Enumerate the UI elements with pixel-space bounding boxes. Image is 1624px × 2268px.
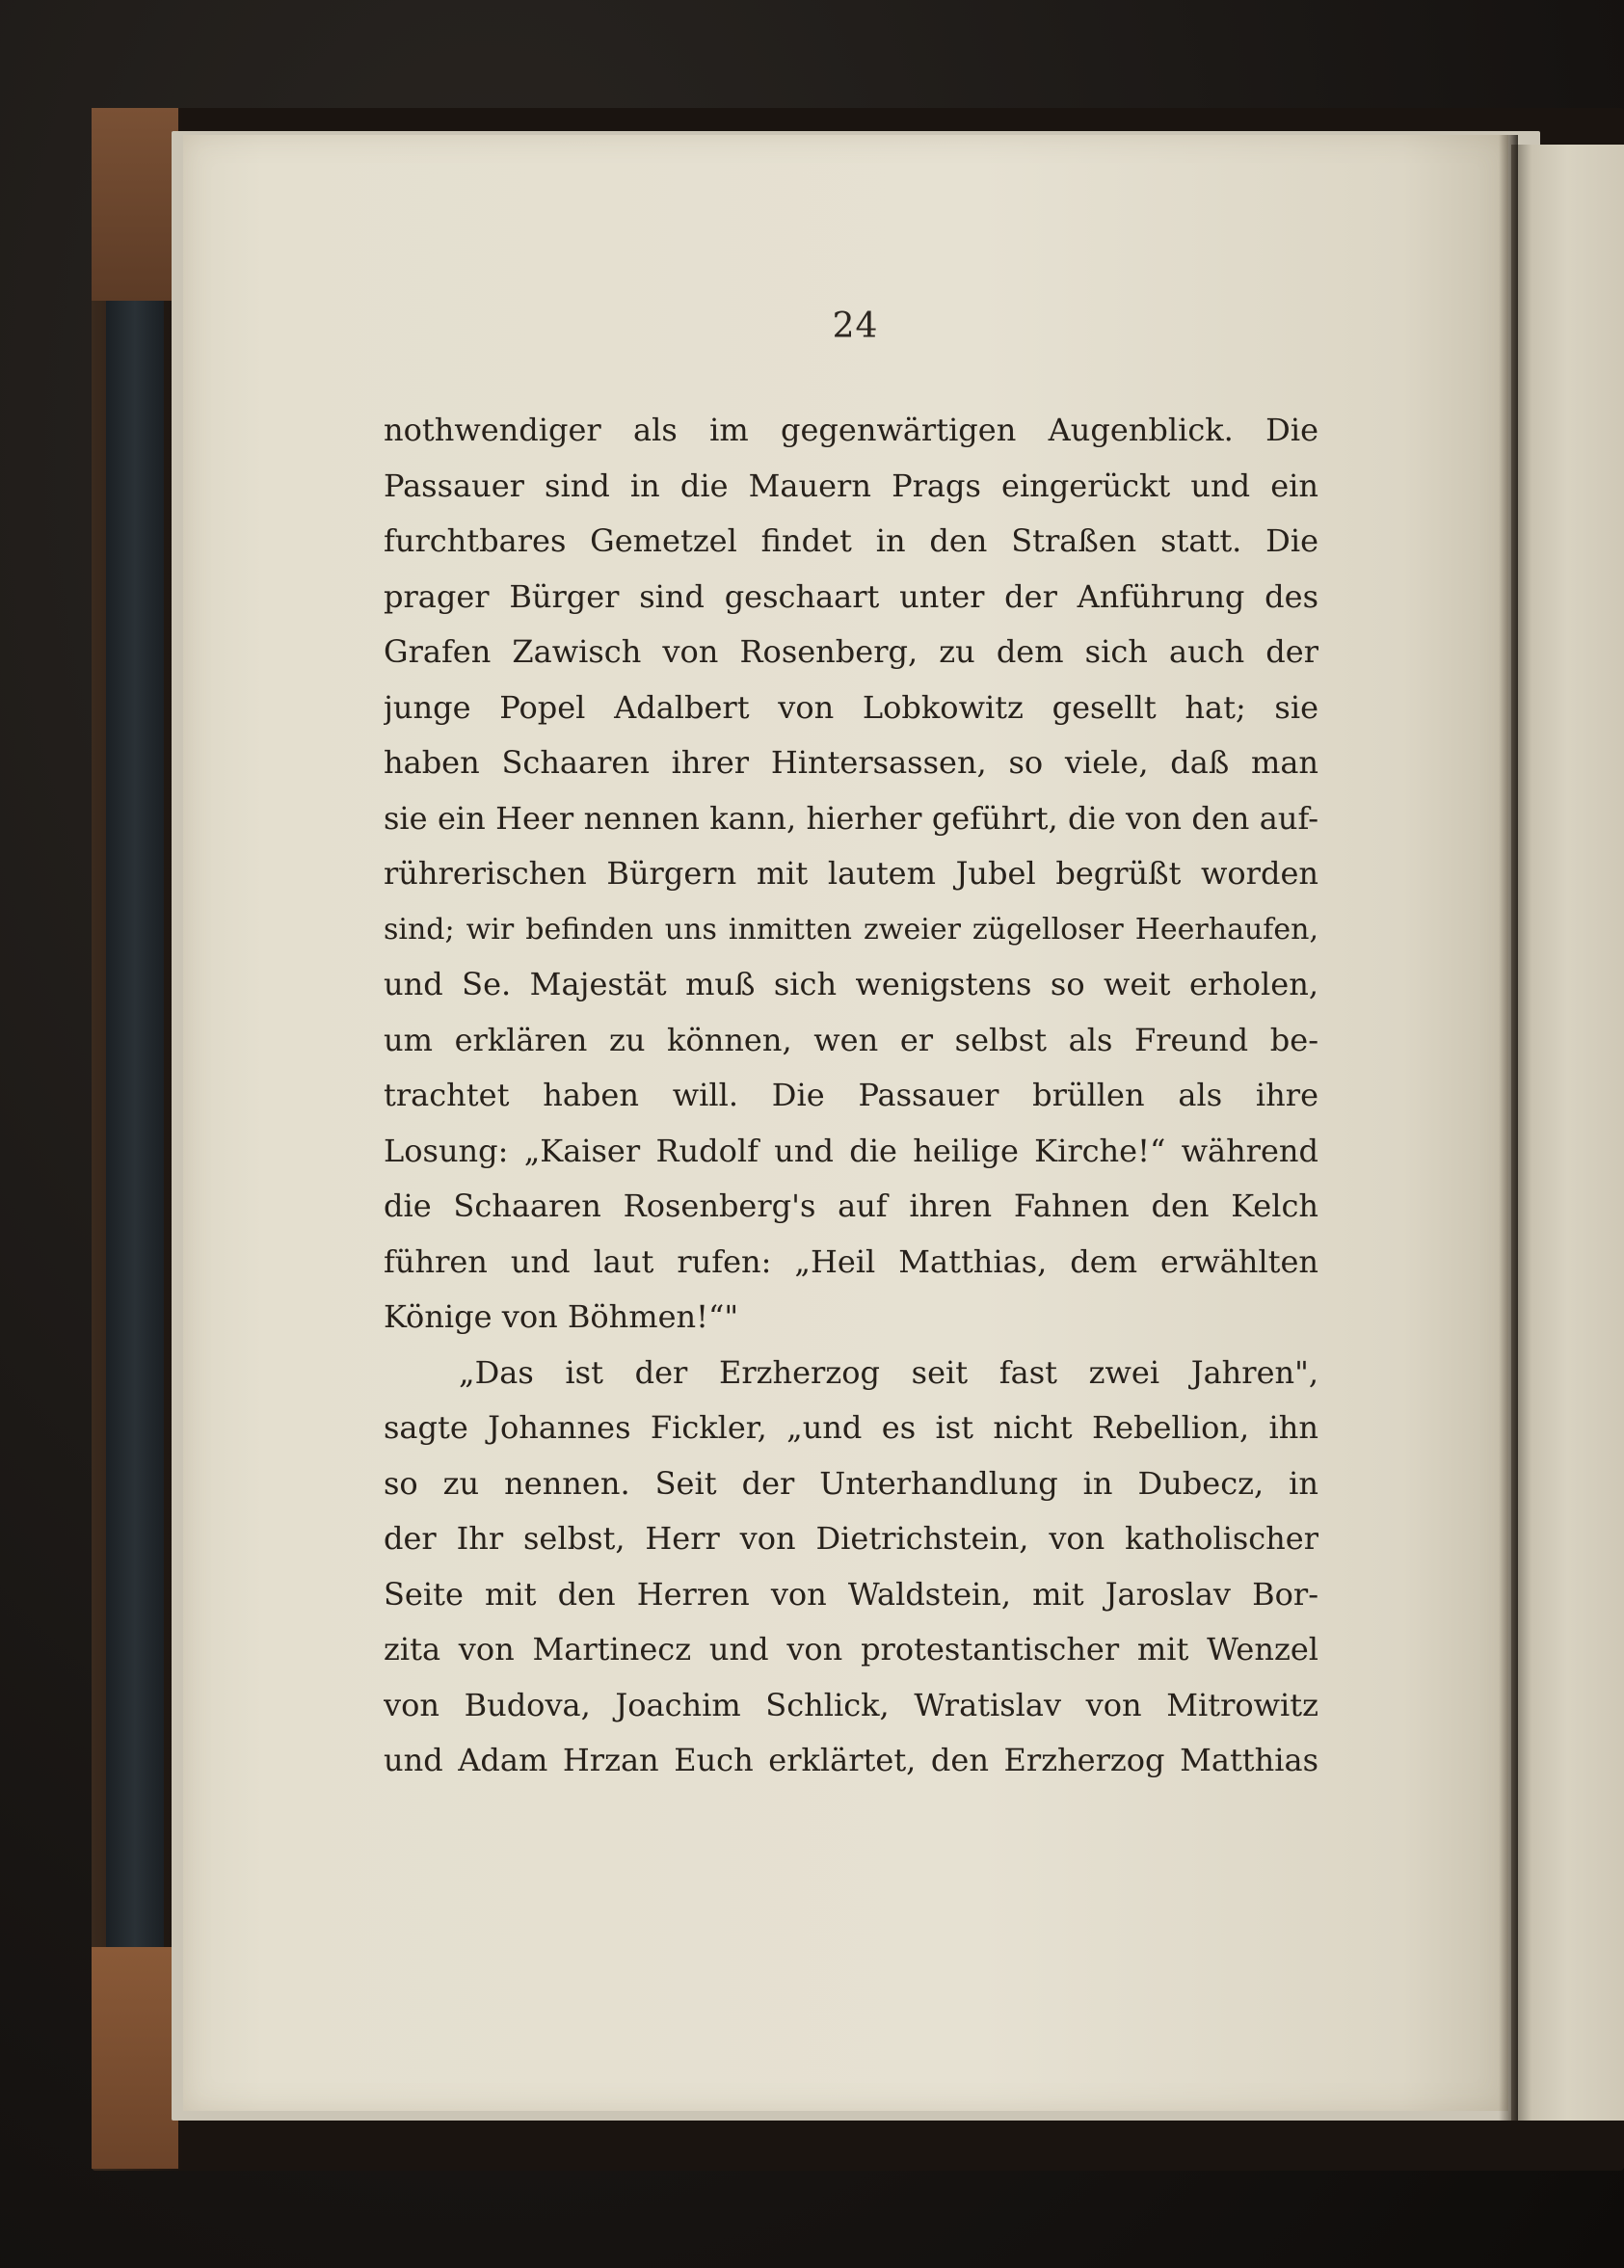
body-text [384, 403, 1318, 1789]
page-number: 24 [832, 307, 879, 346]
text-line: junge Popel Adalbert von Lobkowitz gesellt hat; sie [384, 688, 1318, 726]
text-line: Seite mit den Herren von Waldstein, mit Jaroslav Bor- [384, 1575, 1318, 1613]
text-line: sind; wir befinden uns inmitten zweier zügelloser Heerhaufen, [384, 912, 1318, 947]
text-line: trachtet haben will. Die Passauer brüllen als ihre [384, 1077, 1318, 1113]
text-line: furchtbares Gemetzel findet in den Straßen statt. Die [384, 522, 1318, 559]
page-gutter-shadow [1499, 135, 1518, 2121]
text-line: Passauer sind in die Mauern Prags eingerückt und ein [384, 467, 1318, 504]
text-line: „Das ist der Erzherzog seit fast zwei Jahren", [459, 1353, 1318, 1391]
text-line: rührerischen Bürgern mit lautem Jubel begrüßt worden [384, 855, 1318, 892]
text-line: nothwendiger als im gegenwärtigen Augenblick. Die [384, 412, 1318, 448]
text-line: prager Bürger sind geschaart unter der Anführung des [384, 577, 1318, 615]
text-line: Grafen Zawisch von Rosenberg, zu dem sich auch der [384, 633, 1318, 670]
text-line: der Ihr selbst, Herr von Dietrichstein, von katholischer [384, 1520, 1318, 1557]
text-line: Könige von Böhmen!“" [384, 1298, 739, 1335]
text-line: von Budova, Joachim Schlick, Wratislav von Mitrowitz [384, 1686, 1318, 1723]
text-line: sagte Johannes Fickler, „und es ist nicht Rebellion, ihn [384, 1409, 1318, 1446]
text-line: so zu nennen. Seit der Unterhandlung in Dubecz, in [384, 1464, 1318, 1502]
text-line: und Se. Majestät muß sich wenigstens so weit erholen, [384, 966, 1318, 1002]
cover-leather-corner-top [92, 108, 178, 301]
text-line: sie ein Heer nennen kann, hierher geführt, die von den auf- [384, 799, 1318, 837]
text-line: und Adam Hrzan Euch erklärtet, den Erzherzog Matthias [384, 1742, 1318, 1778]
text-line: Losung: „Kaiser Rudolf und die heilige Kirche!“ während [384, 1132, 1318, 1169]
text-line: die Schaaren Rosenberg's auf ihren Fahnen den Kelch [384, 1187, 1318, 1224]
text-line: zita von Martinecz und von protestantischer mit Wenzel [384, 1631, 1318, 1668]
facing-page-edge [1511, 145, 1624, 2121]
cover-leather-corner-bottom [92, 1947, 178, 2169]
text-line: um erklären zu können, wen er selbst als Freund be- [384, 1021, 1318, 1058]
text-line: führen und laut rufen: „Heil Matthias, dem erwählten [384, 1242, 1318, 1280]
cover-cloth-strip [106, 289, 164, 1947]
text-line: haben Schaaren ihrer Hintersassen, so viele, daß man [384, 744, 1318, 781]
